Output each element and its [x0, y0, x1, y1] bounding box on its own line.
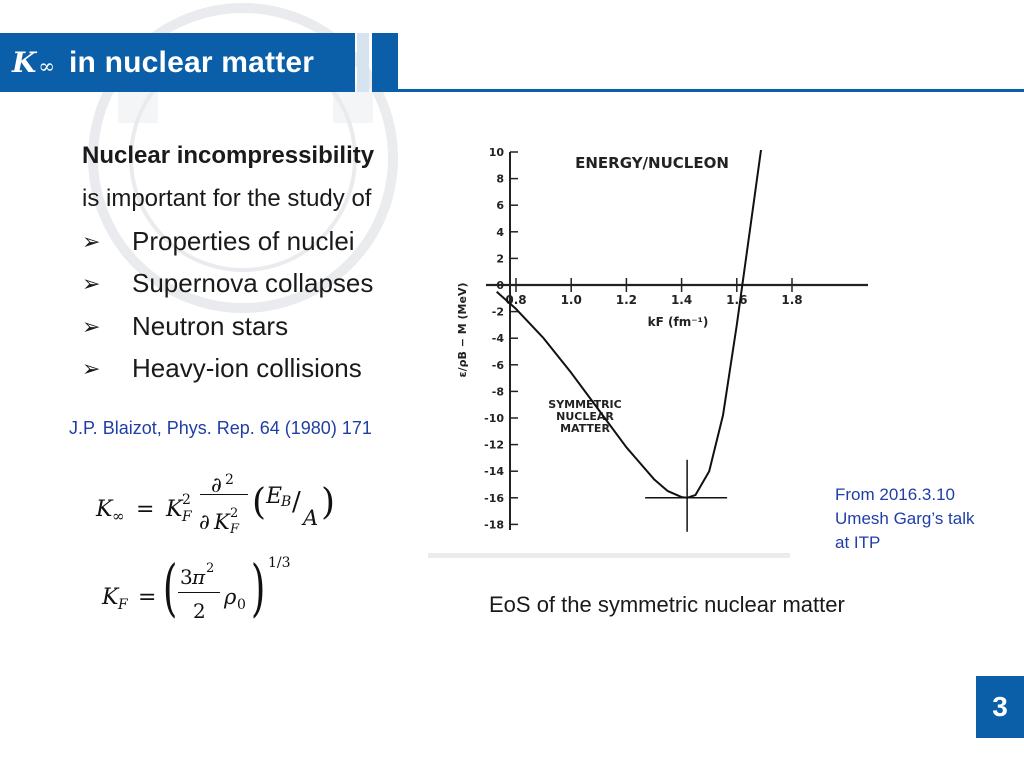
title-rule	[398, 89, 1024, 92]
chart-title: ENERGY/NUCLEON	[575, 154, 729, 172]
intro-line: is important for the study of	[82, 185, 372, 212]
y-tick-label: -18	[484, 518, 504, 532]
reference-citation: J.P. Blaizot, Phys. Rep. 64 (1980) 171	[69, 418, 372, 438]
arrow-bullet-icon: ➢	[82, 228, 101, 254]
arrow-bullet-icon: ➢	[82, 355, 101, 381]
x-tick-label: 1.8	[781, 293, 803, 307]
y-tick-label: 8	[496, 172, 504, 186]
y-tick-label: -8	[491, 385, 504, 399]
bullet-label: Heavy-ion collisions	[132, 353, 362, 383]
figure-shadow	[428, 553, 790, 558]
annotation-text: SYMMETRIC	[548, 398, 622, 411]
bullet-item	[82, 353, 362, 384]
page-number: 3	[976, 676, 1024, 738]
bullet-item	[82, 226, 355, 257]
title-accent-light	[357, 33, 369, 92]
x-tick-label: 1.0	[560, 293, 582, 307]
title-subscript: ∞	[38, 53, 56, 78]
eos-curve	[497, 125, 765, 497]
arrow-bullet-icon: ➢	[82, 313, 101, 339]
y-tick-label: 4	[496, 225, 504, 239]
y-tick-label: -14	[484, 465, 504, 479]
title-accent-dark	[372, 33, 398, 92]
y-tick-label: -2	[491, 305, 504, 319]
x-tick-label: 1.6	[726, 293, 748, 307]
bullet-label: Supernova collapses	[132, 268, 374, 298]
bullet-item	[82, 311, 288, 342]
x-tick-label: 1.2	[615, 293, 638, 307]
formula-k-infinity: K ∞ = K 2 F ∂ 2 ∂ K 2 F ( E B / A )	[96, 472, 336, 537]
bullet-label: Neutron stars	[132, 311, 289, 341]
x-tick-label: 0.8	[505, 293, 527, 307]
y-tick-label: -12	[484, 438, 504, 452]
y-tick-label: 6	[496, 199, 504, 213]
annotation-text: NUCLEAR	[556, 410, 614, 423]
figure-caption: EoS of the symmetric nuclear matter	[489, 592, 845, 617]
title-text: in nuclear matter	[69, 45, 315, 79]
title-symbol: K	[12, 46, 37, 79]
formula-fermi-momentum: K F = ( 3 π 2 2 ρ 0 ) 1/3	[102, 551, 291, 624]
y-tick-label: 10	[488, 146, 504, 159]
arrow-bullet-icon: ➢	[82, 270, 101, 296]
attribution-line: Umesh Garg’s talk	[835, 509, 975, 528]
intro-heading: Nuclear incompressibility	[82, 142, 375, 169]
y-tick-label: -10	[484, 412, 504, 425]
y-tick-label: -16	[484, 491, 504, 505]
x-tick-label: 1.4	[670, 293, 693, 307]
y-tick-label: 0	[496, 279, 504, 292]
annotation-text: MATTER	[560, 422, 610, 435]
eos-chart	[428, 140, 803, 558]
bullet-item	[82, 268, 373, 299]
x-axis-label: kF (fm⁻¹)	[647, 315, 709, 329]
eos-chart-figure	[428, 140, 803, 558]
slide-title	[0, 33, 355, 92]
y-axis-label: ε/ρB − M (MeV)	[456, 282, 469, 378]
attribution-line: at ITP	[835, 533, 881, 552]
attribution-line: From 2016.3.10	[835, 485, 956, 504]
bullet-label: Properties of nuclei	[132, 226, 355, 256]
y-tick-label: 2	[496, 252, 504, 266]
y-tick-label: -6	[491, 358, 504, 372]
y-tick-label: -4	[491, 332, 504, 346]
